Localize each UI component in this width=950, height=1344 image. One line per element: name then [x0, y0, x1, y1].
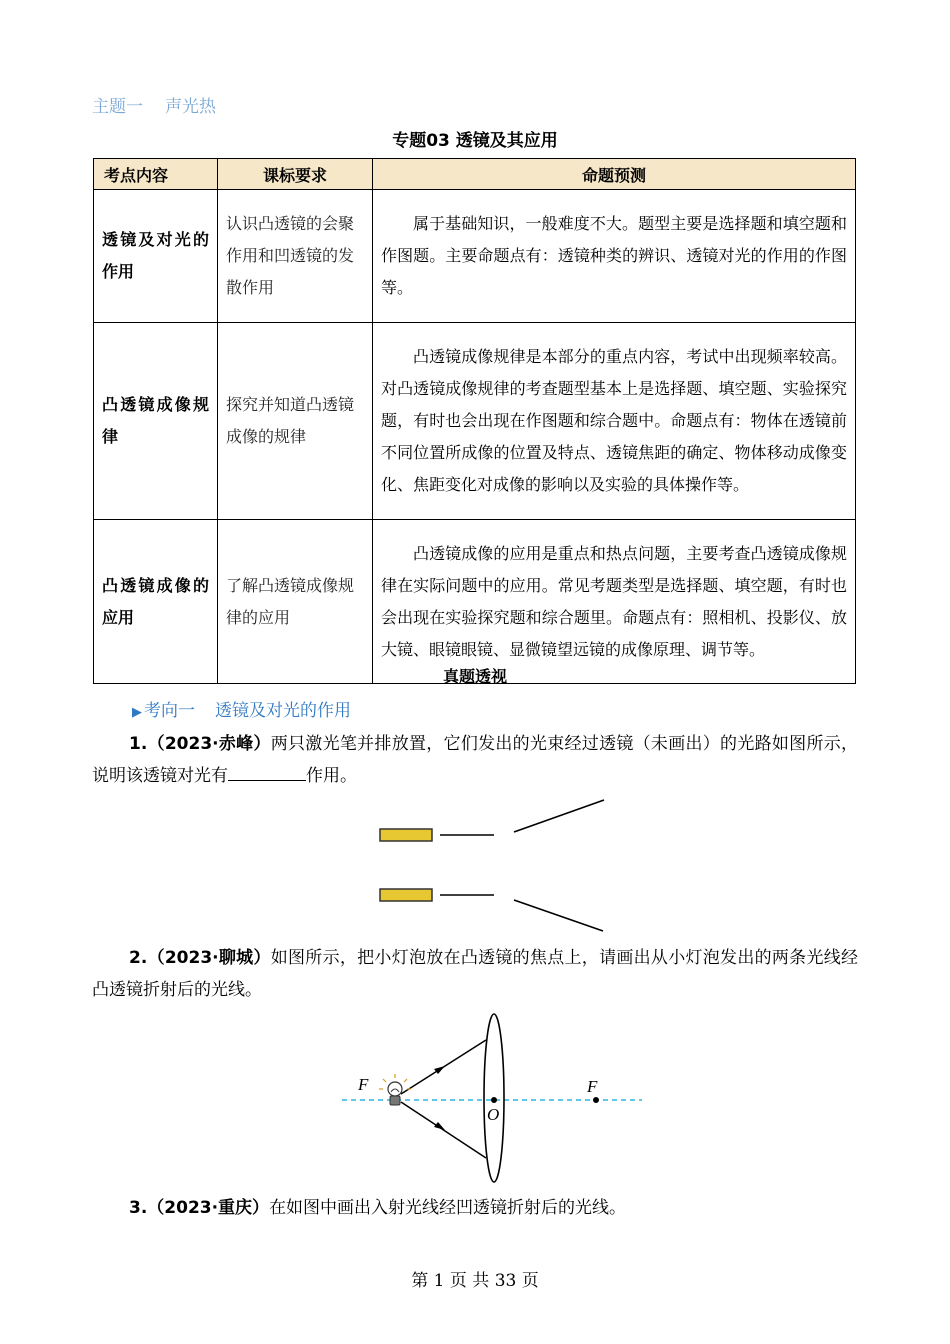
question-text-tail: 作用。: [306, 766, 357, 786]
focus-right-dot: [593, 1097, 599, 1103]
theme-name: 声光热: [165, 97, 216, 117]
answer-blank[interactable]: [228, 762, 306, 781]
question-number: 2.（2023·聊城）: [129, 948, 271, 968]
table-header-prediction: 命题预测: [373, 159, 856, 190]
question-1: [92, 728, 858, 792]
table-header-row: [94, 159, 856, 190]
optical-center-dot: [491, 1097, 497, 1103]
question-number: 3.（2023·重庆）: [129, 1198, 270, 1218]
section-title: 真题透视: [442, 667, 507, 686]
table-cell-prediction: 凸透镜成像规律是本部分的重点内容，考试中出现频率较高。对凸透镜成像规律的考查题型基本上是选择题、填空题、实验探究题，有时也会出现在作图题和综合题中。命题点有：物体在透镜前不同位置所成像的位置及特点、透镜焦距的确定、物体移动成像变化、焦距变化对成像的影响以及实验的具体操作等。: [373, 323, 856, 520]
refracted-beam-bottom: [514, 900, 603, 931]
focus-left-label: F: [358, 1075, 369, 1094]
laser-figure: [370, 790, 620, 940]
optical-center-label: O: [487, 1105, 500, 1124]
exam-point-table: [93, 158, 856, 684]
convex-lens-figure: [330, 1008, 650, 1188]
table-cell-requirement: 了解凸透镜成像规律的应用: [218, 520, 373, 684]
refracted-beam-top: [514, 800, 604, 832]
triangle-right-icon: ▶: [132, 705, 142, 720]
direction-heading: [132, 696, 351, 721]
question-3: [92, 1192, 858, 1224]
table-cell-topic: 透镜及对光的作用: [94, 190, 218, 323]
laser-pen-bottom: [380, 889, 432, 901]
table-row: [94, 520, 856, 684]
question-2: [92, 942, 858, 1006]
table-row: [94, 323, 856, 520]
question-text: 在如图中画出入射光线经凹透镜折射后的光线。: [269, 1198, 627, 1218]
table-row: [94, 190, 856, 323]
direction-label: 考向一: [144, 701, 195, 721]
laser-pen-top: [380, 829, 432, 841]
question-number: 1.（2023·赤峰）: [129, 734, 271, 754]
table-header-requirement: 课标要求: [218, 159, 373, 190]
table-cell-topic: 凸透镜成像的应用: [94, 520, 218, 684]
direction-name: 透镜及对光的作用: [215, 701, 351, 721]
table-header-topic: 考点内容: [94, 159, 218, 190]
table-cell-requirement: 探究并知道凸透镜成像的规律: [218, 323, 373, 520]
incident-ray-lower: [401, 1102, 486, 1158]
theme-label: 主题一: [92, 97, 143, 117]
table-cell-prediction: 属于基础知识，一般难度不大。题型主要是选择题和填空题和作图题。主要命题点有：透镜种类的辨识、透镜对光的作用的作图等。: [373, 190, 856, 323]
theme-heading: [92, 92, 238, 117]
table-cell-topic: 凸透镜成像规律: [94, 323, 218, 520]
question-text: 如图所示，把小灯泡放在凸透镜的焦点上，请画出从小灯泡发出的两条光线经凸透镜折射后的光线。: [92, 948, 859, 1000]
focus-right-label: F: [587, 1077, 598, 1096]
question-text: 两只激光笔并排放置，它们发出的光束经过透镜（未画出）的光路如图所示，说明该透镜对光有: [92, 734, 859, 786]
page-title: 专题03 透镜及其应用: [392, 131, 558, 151]
table-cell-prediction: 凸透镜成像的应用是重点和热点问题，主要考查凸透镜成像规律在实际问题中的应用。常见考题类型是选择题、填空题，有时也会出现在实验探究题和综合题里。命题点有：照相机、投影仪、放大镜、眼镜眼镜、显微镜望远镜的成像原理、调节等。: [373, 520, 856, 684]
table-cell-requirement: 认识凸透镜的会聚作用和凹透镜的发散作用: [218, 190, 373, 323]
page-footer: 第 1 页 共 33 页: [411, 1271, 539, 1291]
arrow-icon: [434, 1122, 445, 1130]
